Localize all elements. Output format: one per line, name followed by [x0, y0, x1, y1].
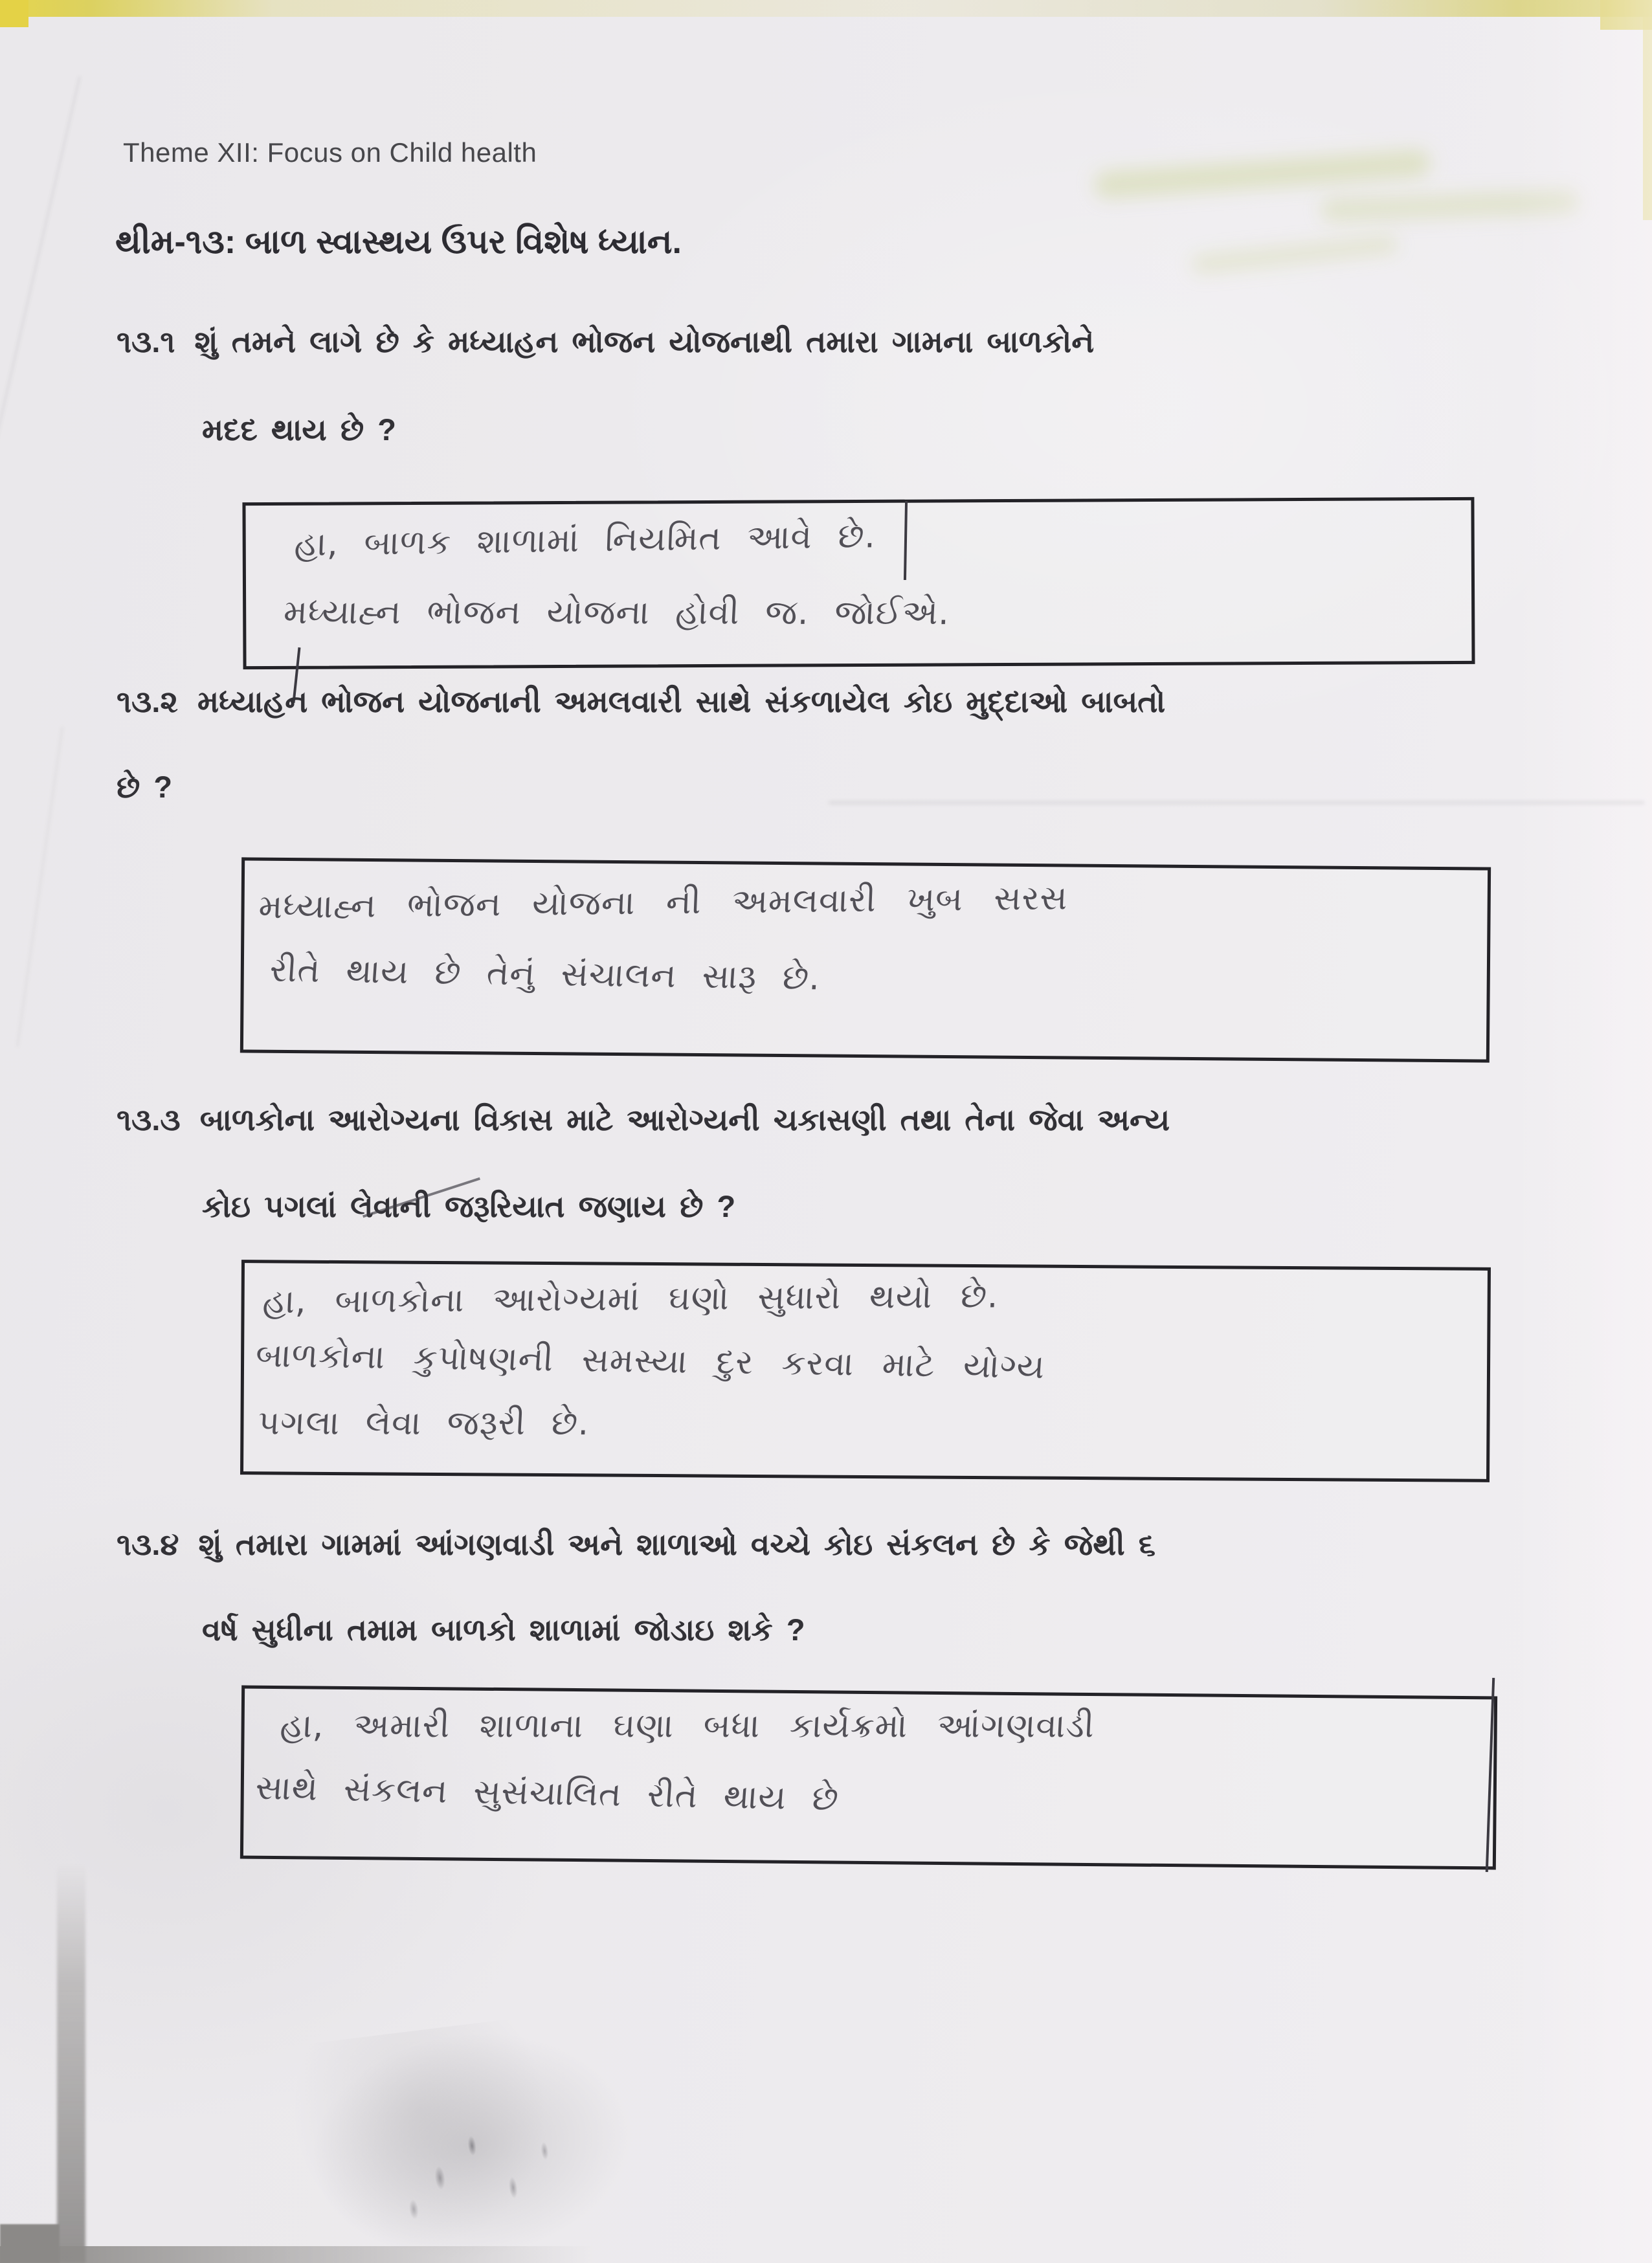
question-text: શું તમને લાગે છે કે મધ્યાહન ભોજન યોજનાથી તમારા ગામના બાળકોને	[194, 324, 1095, 359]
handwritten-answer-line: પગલા લેવા જરૂરી છે.	[256, 1403, 591, 1444]
scan-corner-bottom-left	[0, 2224, 60, 2263]
handwritten-answer-line: હા, અમારી શાળાના ઘણા બધા કાર્યક્રમો આંગણવાડી	[279, 1706, 1096, 1746]
ink-showthrough-streak	[1190, 234, 1398, 274]
answer-box-13-1	[242, 497, 1475, 669]
handwritten-answer-line: હા, બાળક શાળામાં નિયમિત આવે છે.	[293, 517, 877, 564]
handwritten-answer-line: સાથે સંકલન સુસંચાલિત રીતે થાય છે	[254, 1768, 840, 1819]
question-number: ૧૩.૨	[117, 684, 178, 719]
question-text: બાળકોના આરોગ્યના વિકાસ માટે આરોગ્યની ચકાસણી તથા તેના જેવા અન્ય	[199, 1102, 1170, 1137]
pencil-smudge	[150, 1990, 769, 2263]
question-13-3-line2: કોઇ પગલાં લેવાની જરૂરિયાત જણાય છે ?	[202, 1189, 736, 1223]
question-13-1-line1	[117, 324, 1094, 361]
paper-crease	[16, 726, 63, 1047]
question-13-3-line1	[117, 1102, 1170, 1139]
handwritten-answer-line: બાળકોના કુપોષણની સમસ્યા દુર કરવા માટે યોગ્ય	[254, 1335, 1047, 1387]
paper-curl-highlight	[1516, 0, 1652, 2263]
ink-showthrough-streak	[1093, 149, 1431, 199]
handwritten-answer-line: મધ્યાહ્ન ભોજન યોજના ની અમલવારી ખુબ સરસ	[258, 878, 1069, 927]
question-number: ૧૩.૩	[117, 1102, 181, 1137]
question-13-4-line1	[117, 1526, 1155, 1563]
page-title: થીમ-૧૩: બાળ સ્વાસ્થય ઉપર વિશેષ ધ્યાન.	[115, 223, 682, 261]
paper-crease	[0, 76, 81, 468]
page-header: Theme XII: Focus on Child health	[123, 137, 537, 168]
scan-corner-top-left	[0, 0, 28, 27]
question-text: શું તમારા ગામમાં આંગણવાડી અને શાળાઓ વચ્ચે કોઇ સંકલન છે કે જેથી ૬	[198, 1527, 1156, 1561]
handwritten-answer-line: મધ્યાહ્ન ભોજન યોજના હોવી જ. જોઈએ.	[282, 593, 951, 633]
handwritten-answer-line: રીતે થાય છે તેનું સંચાલન સારૂ છે.	[268, 950, 822, 998]
question-number: ૧૩.૧	[117, 324, 175, 359]
question-13-4-line2: વર્ષ સુધીના તમામ બાળકો શાળામાં જોડાઇ શકે ?	[202, 1612, 805, 1647]
question-13-2-line2: છે ?	[117, 770, 173, 804]
scan-edge-top	[0, 0, 1652, 17]
handwritten-answer-line: હા, બાળકોના આરોગ્યમાં ઘણો સુધારો થયો છે.	[262, 1276, 1000, 1322]
question-13-2-line1	[117, 684, 1165, 720]
answer-box-13-2	[240, 857, 1491, 1062]
answer-box-13-3	[240, 1260, 1491, 1482]
paper-crease	[829, 801, 1644, 804]
question-13-1-line2: મદદ થાય છે ?	[202, 412, 396, 447]
question-text: મધ્યાહન ભોજન યોજનાની અમલવારી સાથે સંકળાયેલ કોઇ મુદ્દાઓ બાબતો	[197, 684, 1166, 719]
question-number: ૧૩.૪	[117, 1527, 179, 1561]
answer-box-13-4	[240, 1686, 1497, 1870]
underlying-page-edge	[57, 1864, 85, 2263]
